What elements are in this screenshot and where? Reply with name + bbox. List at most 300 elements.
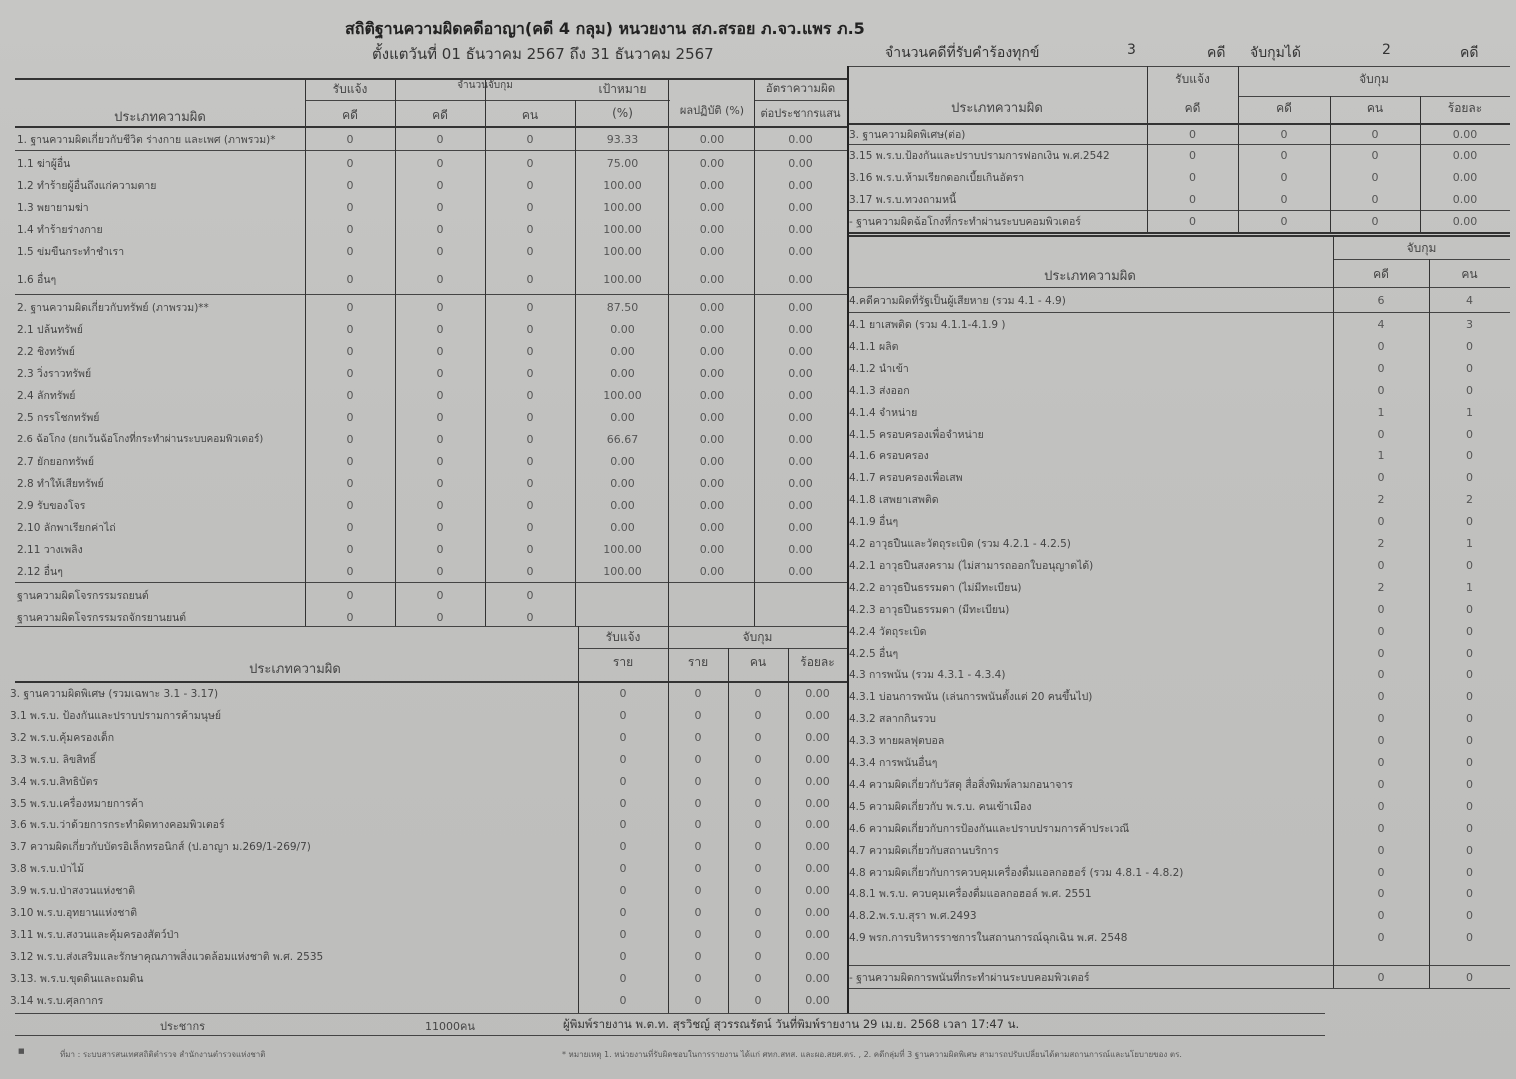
table-cell-reported: 0 <box>346 344 354 358</box>
table-row-label: 1.4 ทําร้ายร่างกาย <box>17 223 103 236</box>
table-cell-cases: 2 <box>1377 537 1385 550</box>
table-cell-items: 0 <box>694 818 702 832</box>
table-cell-perf: 0.00 <box>699 366 725 380</box>
table-cell-items: 0 <box>694 971 702 985</box>
table-column-divider <box>485 78 486 626</box>
table-cell-rate: 0.00 <box>788 498 813 512</box>
table3c-row-divider <box>847 210 1510 211</box>
table-cell-reported: 0 <box>619 884 627 898</box>
table-cell-persons: 0 <box>1466 756 1473 769</box>
table-cell-persons: 0 <box>526 244 534 258</box>
table-cell-persons: 3 <box>1466 318 1473 331</box>
table-column-divider <box>575 100 576 626</box>
table-cell-cases: 0 <box>1377 515 1385 529</box>
table-cell-persons: 0 <box>1466 602 1473 616</box>
table-column-divider <box>668 626 669 1013</box>
table-cell-reported: 0 <box>619 906 627 919</box>
table-row-label: 4.1.7 ครอบครองเพื่อเสพ <box>849 472 963 485</box>
table-cell-persons: 0 <box>526 588 534 602</box>
table-cell-rate: 0.00 <box>788 520 813 534</box>
table-cell-items: 0 <box>694 796 702 810</box>
table-cell-reported: 0 <box>346 156 354 170</box>
population-value: 11000คน <box>425 1020 475 1033</box>
table-cell-rate: 0.00 <box>788 156 813 170</box>
table-cell-rate <box>754 606 847 628</box>
table3c-bottom-border <box>847 232 1510 234</box>
table-cell-pct: 0.00 <box>805 927 830 941</box>
table-row-label: 3. ฐานความผิดพิเศษ (รวมเฉพาะ 3.1 - 3.17) <box>10 688 219 700</box>
table-column-divider <box>395 78 396 626</box>
table3-header-type: ประเภทความผิด <box>249 662 341 677</box>
table-cell-pct: 0.00 <box>1452 149 1478 162</box>
table-cell-target: 100.00 <box>603 542 642 556</box>
table-cell-pct: 0.00 <box>805 752 830 766</box>
table-cell-reported: 0 <box>346 432 354 446</box>
table-row-label: 4.1 ยาเสพติด (รวม 4.1.1-4.1.9 ) <box>849 319 1006 331</box>
table-cell-pct: 0.00 <box>1452 215 1478 228</box>
table-cell-persons: 1 <box>1466 405 1473 419</box>
table-cell-cases: 0 <box>436 244 444 258</box>
table-cell-cases: 0 <box>1377 646 1385 660</box>
table-cell-items: 0 <box>694 884 702 898</box>
table-cell-pct: 0.00 <box>805 818 830 832</box>
table-row-label: 3.14 พ.ร.บ.ศุลกากร <box>10 994 104 1007</box>
table4-header-type: ประเภทความผิด <box>1044 269 1136 284</box>
table-row-label: 4.8.2.พ.ร.บ.สุรา พ.ศ.2493 <box>849 910 977 923</box>
table-cell-cases: 4 <box>1377 318 1385 331</box>
table-cell-persons: 0 <box>1371 171 1379 184</box>
table-cell-cases: 0 <box>1377 383 1385 397</box>
table-cell-target: 0.00 <box>610 454 635 468</box>
table3c-header-case2: คดี <box>1276 101 1292 115</box>
table-cell-reported: 0 <box>346 410 354 424</box>
table-cell-target: 0.00 <box>610 366 635 380</box>
table-cell-cases: 0 <box>1280 128 1288 141</box>
table-column-divider <box>1238 66 1239 232</box>
table-cell-reported: 0 <box>346 300 354 314</box>
report-period: ตั้งแตวันที่ 01 ธันวาคม 2567 ถึง 31 ธันวาคม 2567 <box>372 45 714 63</box>
table-row-label: - ฐานความผิดการพนันที่กระทําผ่านระบบคอมพิวเตอร์ <box>849 972 1090 984</box>
table-row-label: 4.8.1 พ.ร.บ. ควบคุมเครื่องดื่มแอลกอฮอล์ พ.ศ. 2551 <box>849 888 1092 901</box>
table-row-label: 2.2 ชิงทรัพย์ <box>17 345 75 358</box>
footer-top-border <box>15 1013 1325 1014</box>
table-cell-perf: 0.00 <box>699 498 725 512</box>
table-cell-cases: 0 <box>1377 690 1385 704</box>
table-row-label: 2.5 กรรโชกทรัพย์ <box>17 411 100 424</box>
table-cell-items: 0 <box>694 730 702 744</box>
table-row-label: 4.1.6 ครอบครอง <box>849 450 929 463</box>
table-row-label: 4.3 การพนัน (รวม 4.3.1 - 4.3.4) <box>849 669 1006 682</box>
table-cell-rate: 0.00 <box>788 244 813 258</box>
table-cell-persons: 0 <box>1466 909 1473 923</box>
table-cell-perf <box>668 606 756 628</box>
table-cell-rate <box>754 584 847 606</box>
table-row-label: 4.8 ความผิดเกี่ยวกับการควบคุมเครื่องดื่มแอลกอฮอร์ (รวม 4.8.1 - 4.8.2) <box>849 866 1184 879</box>
table-cell-persons: 0 <box>754 708 762 722</box>
table-cell-cases: 0 <box>436 322 444 336</box>
bullet-icon: ■ <box>18 1047 25 1055</box>
table-row-label: 3.1 พ.ร.บ. ป้องกันและปราบปรามการค้ามนุษย์ <box>10 709 222 722</box>
table-cell-perf: 0.00 <box>699 178 725 192</box>
table-cell-persons: 0 <box>526 520 534 534</box>
table-cell-reported: 0 <box>346 388 354 402</box>
table-row-label: 4.1.2 นําเข้า <box>849 362 909 375</box>
table3c-header-case: คดี <box>1184 101 1201 115</box>
table3c-row-divider <box>847 144 1510 145</box>
table-row-label: 3.2 พ.ร.บ.คุ้มครองเด็ก <box>10 731 115 744</box>
table-row-label: 4.1.9 อื่นๆ <box>849 516 899 529</box>
table-cell-items: 0 <box>694 993 702 1007</box>
table-cell-cases: 2 <box>1377 580 1385 594</box>
table-row-label: 4.3.4 การพนันอื่นๆ <box>849 757 938 769</box>
table-column-divider <box>754 78 755 626</box>
table1-header-divider-2 <box>754 100 847 101</box>
table-cell-reported: 0 <box>346 272 354 286</box>
table-section-divider <box>847 66 849 1013</box>
table-cell-persons: 4 <box>1466 294 1473 307</box>
table4-header-arrested: จับกุม <box>1406 241 1437 255</box>
table-row-label: 4.2.1 อาวุธปืนสงคราม (ไม่สามารถออกใบอนุญาตได้) <box>849 559 1094 572</box>
table-row-label: 4.2.2 อาวุธปืนธรรมดา (ไม่มีทะเบียน) <box>849 581 1022 594</box>
table-cell-perf: 0.00 <box>699 388 725 402</box>
table-cell-reported: 0 <box>1189 149 1196 162</box>
table-cell-persons: 0 <box>1466 383 1473 397</box>
table-cell-rate: 0.00 <box>788 132 813 146</box>
table-cell-pct: 0.00 <box>1452 171 1478 184</box>
table-cell-cases: 0 <box>436 410 444 424</box>
table-cell-rate: 0.00 <box>788 222 813 236</box>
footer-bottom-border <box>15 1035 1325 1036</box>
table-cell-persons: 0 <box>1466 777 1473 791</box>
table-cell-reported: 0 <box>619 927 627 941</box>
table-row-label: 1. ฐานความผิดเกี่ยวกับชีวิต ร่างกาย และเพศ (ภาพรวม)* <box>17 133 276 146</box>
table-cell-persons: 0 <box>1466 427 1473 441</box>
table-cell-target: 66.67 <box>606 432 639 446</box>
table-row-label: 2.3 วิ่งราวทรัพย์ <box>17 367 92 380</box>
table1-header-performance: ผลปฏิบัติ (%) <box>679 104 745 117</box>
table-row-label: 4.4 ความผิดเกี่ยวกับวัสดุ สื่อสิ่งพิมพ์ลามกอนาจาร <box>849 778 1073 791</box>
table-cell-cases: 0 <box>436 498 444 512</box>
table-cell-reported: 0 <box>619 862 627 876</box>
table3-top-border <box>15 626 847 627</box>
table-cell-persons: 0 <box>1466 339 1473 353</box>
table1-row-divider <box>15 150 847 151</box>
table-cell-reported: 0 <box>346 588 354 602</box>
table-cell-cases: 0 <box>436 366 444 380</box>
table-cell-persons: 0 <box>526 222 534 236</box>
table-column-divider <box>668 78 669 626</box>
table-row-label: 3.8 พ.ร.บ.ป่าไม้ <box>10 863 85 876</box>
table-cell-cases: 0 <box>1377 668 1385 682</box>
table-row-label: 2.4 ลักทรัพย์ <box>17 389 76 402</box>
table-column-divider <box>788 648 789 1013</box>
table-cell-persons: 0 <box>1466 668 1473 682</box>
table-cell-cases: 0 <box>436 520 444 534</box>
table-cell-target: 0.00 <box>610 322 635 336</box>
table-cell-persons: 0 <box>526 156 534 170</box>
table-cell-cases: 0 <box>1377 777 1385 791</box>
table-row-label: 2.6 ฉ้อโกง (ยกเว้นฉ้อโกงที่กระทําผ่านระบบคอมพิวเตอร์) <box>17 433 264 445</box>
table-row-label: 4.1.4 จําหน่าย <box>849 406 918 419</box>
table-cell-reported: 0 <box>346 476 354 490</box>
table-cell-rate: 0.00 <box>788 344 813 358</box>
table-cell-rate: 0.00 <box>788 272 813 286</box>
table-row-label: 4.1.1 ผลิต <box>849 340 899 353</box>
table-cell-persons: 0 <box>526 300 534 314</box>
table-cell-perf: 0.00 <box>699 454 725 468</box>
table-cell-cases: 0 <box>1377 624 1385 638</box>
table-cell-perf: 0.00 <box>699 300 725 314</box>
source-note: ที่มา : ระบบสารสนเทศสถิติตํารวจ สํานักงานตํารวจแห่งชาติ <box>60 1050 266 1059</box>
table-row-label: 2.1 ปล้นทรัพย์ <box>17 323 83 336</box>
table-cell-cases: 0 <box>1377 602 1385 616</box>
table-cell-reported: 0 <box>346 178 354 192</box>
table4-bottom-border <box>847 988 1510 989</box>
table-row-label: 2.7 ยักยอกทรัพย์ <box>17 455 94 468</box>
table-cell-cases: 0 <box>1377 821 1385 835</box>
table-cell-pct: 0.00 <box>805 796 830 810</box>
table-cell-target: 0.00 <box>610 498 635 512</box>
table-row-label: 4.3.3 ทายผลฟุตบอล <box>849 735 945 748</box>
table-cell-perf: 0.00 <box>699 322 725 336</box>
table3c-top-border <box>847 66 1510 67</box>
table3-header-arrested: จับกุม <box>742 630 773 644</box>
table-row-label: 2.8 ทําให้เสียทรัพย์ <box>17 477 104 490</box>
table-cell-rate: 0.00 <box>788 410 813 424</box>
table-column-divider <box>1330 96 1331 232</box>
table-cell-rate: 0.00 <box>788 476 813 490</box>
table-cell-persons: 0 <box>1371 193 1379 206</box>
table-cell-reported: 0 <box>346 454 354 468</box>
arrested-unit: คดี <box>1460 45 1479 61</box>
table-cell-persons: 0 <box>1466 646 1473 660</box>
table-cell-target: 0.00 <box>610 520 635 534</box>
table-cell-persons: 0 <box>754 840 762 854</box>
arrested-label: จับกุมได้ <box>1250 45 1301 61</box>
table-cell-persons: 0 <box>526 454 534 468</box>
table-cell-pct: 0.00 <box>1452 193 1478 206</box>
table-row-label: 1.3 พยายามฆ่า <box>17 201 89 214</box>
table-cell-perf: 0.00 <box>699 432 725 446</box>
table-column-divider <box>305 78 306 626</box>
table1-header-reported: รับแจ้ง <box>332 82 368 96</box>
table-row-label: 3.12 พ.ร.บ.ส่งเสริมและรักษาคุณภาพสิ่งแวดล้อมแห่งชาติ พ.ศ. 2535 <box>10 950 324 963</box>
table-cell-reported: 0 <box>346 610 354 624</box>
table-cell-persons: 0 <box>1466 515 1473 529</box>
table-row-label: 1.6 อื่นๆ <box>17 273 57 286</box>
table-row-label: 3.5 พ.ร.บ.เครื่องหมายการค้า <box>10 797 144 810</box>
table-row-label: 1.2 ทําร้ายผู้อื่นถึงแก่ความตาย <box>17 179 157 192</box>
table-cell-pct: 0.00 <box>805 862 830 876</box>
table-cell-persons: 0 <box>1466 471 1473 485</box>
table-cell-persons: 0 <box>754 818 762 832</box>
table-cell-cases: 0 <box>436 344 444 358</box>
table-cell-items: 0 <box>694 708 702 722</box>
table-cell-persons: 0 <box>526 366 534 380</box>
table-cell-persons: 0 <box>526 498 534 512</box>
table-cell-persons: 0 <box>754 796 762 810</box>
table-cell-persons: 0 <box>754 971 762 985</box>
table-cell-target: 100.00 <box>603 244 642 258</box>
table-row-label: 4.1.8 เสพยาเสพติด <box>849 494 939 507</box>
table-cell-cases: 0 <box>1280 171 1288 184</box>
table-cell-cases: 0 <box>1377 471 1385 485</box>
table3-header-item: ราย <box>612 655 634 669</box>
table-cell-cases: 0 <box>436 564 444 578</box>
table-row-label: 2. ฐานความผิดเกี่ยวกับทรัพย์ (ภาพรวม)** <box>17 301 209 314</box>
table-cell-target: 100.00 <box>603 272 642 286</box>
table-cell-cases: 0 <box>1280 215 1288 228</box>
table-cell-persons: 0 <box>754 927 762 941</box>
table-cell-reported: 0 <box>346 520 354 534</box>
table-cell-rate: 0.00 <box>788 388 813 402</box>
table-cell-reported: 0 <box>619 752 627 766</box>
table3c-header-arrested: จับกุม <box>1359 72 1389 86</box>
table-cell-persons: 0 <box>526 432 534 446</box>
table-cell-perf: 0.00 <box>699 272 725 286</box>
table3-header-item2: ราย <box>687 655 709 669</box>
table-cell-persons: 0 <box>1466 624 1473 638</box>
table-cell-persons: 0 <box>526 322 534 336</box>
table-cell-cases: 0 <box>436 476 444 490</box>
table-cell-reported: 0 <box>619 818 627 832</box>
table1-header-percent: (%) <box>612 106 633 120</box>
table-cell-cases: 0 <box>436 272 444 286</box>
table-cell-pct: 0.00 <box>805 730 830 744</box>
table-cell-target <box>575 606 670 628</box>
complaints-value: 3 <box>1127 42 1136 58</box>
table-cell-pct: 0.00 <box>805 840 830 854</box>
table-row-label: 4.1.3 ส่งออก <box>849 384 910 397</box>
table-cell-persons: 0 <box>526 610 534 624</box>
table-cell-cases: 0 <box>1377 971 1385 984</box>
table-cell-cases: 0 <box>436 132 444 146</box>
table4-top-border <box>847 235 1510 237</box>
table3c-header-divider <box>1238 96 1510 97</box>
table-row-label: 4.2.3 อาวุธปืนธรรมดา (มีทะเบียน) <box>849 603 1010 616</box>
table-cell-rate: 0.00 <box>788 454 813 468</box>
table-cell-reported: 0 <box>619 708 627 722</box>
table-cell-pct: 0.00 <box>1452 128 1478 141</box>
table-cell-cases: 0 <box>436 588 444 602</box>
table-cell-cases: 0 <box>436 542 444 556</box>
table-row-label: 1.5 ข่มขืนกระทําชําเรา <box>17 245 125 258</box>
table-column-divider <box>1147 66 1148 232</box>
table-cell-perf: 0.00 <box>699 410 725 424</box>
table-cell-pct: 0.00 <box>805 687 830 700</box>
table-cell-persons: 0 <box>1466 799 1473 813</box>
table-row-label: 3.9 พ.ร.บ.ป่าสงวนแห่งชาติ <box>10 885 136 898</box>
table3-header-person: คน <box>749 655 767 669</box>
table-cell-pct: 0.00 <box>805 993 830 1007</box>
table-cell-target: 100.00 <box>603 200 642 214</box>
table-cell-persons: 0 <box>526 476 534 490</box>
table-cell-persons: 0 <box>754 774 762 788</box>
table-cell-target: 87.50 <box>606 300 639 314</box>
table-cell-persons: 0 <box>1466 361 1473 375</box>
table-row-label: 3.4 พ.ร.บ.สิทธิบัตร <box>10 775 99 788</box>
table-cell-cases: 0 <box>1377 361 1385 375</box>
table-cell-cases: 0 <box>1377 427 1385 441</box>
table3c-header-type: ประเภทความผิด <box>951 101 1043 116</box>
table-cell-reported: 0 <box>1189 193 1196 206</box>
table-row-label: 1.1 ฆ่าผู้อื่น <box>17 157 71 170</box>
table-row-label: 2.9 รับของโจร <box>17 499 86 512</box>
table-cell-items: 0 <box>694 774 702 788</box>
table-cell-items: 0 <box>694 927 702 941</box>
table-cell-reported: 0 <box>619 949 627 963</box>
table-cell-cases: 2 <box>1377 493 1385 507</box>
table-row-label: 4.2 อาวุธปืนและวัตถุระเบิด (รวม 4.2.1 - 4.2.5) <box>849 538 1071 550</box>
table1-row-divider <box>15 582 847 583</box>
table-row-label: ฐานความผิดโจรกรรมรถยนต์ <box>17 589 149 602</box>
table-cell-target: 100.00 <box>603 564 642 578</box>
table-cell-persons: 0 <box>1466 712 1473 726</box>
table-cell-cases: 0 <box>436 610 444 624</box>
table-cell-persons: 0 <box>526 132 534 146</box>
table-cell-reported: 0 <box>619 840 627 854</box>
table-row-label: 3.10 พ.ร.บ.อุทยานแห่งชาติ <box>10 907 138 919</box>
table-cell-cases: 0 <box>1377 931 1385 945</box>
table-row-label: 4.9 พรก.การบริหารราชการในสถานการณ์ฉุกเฉิน พ.ศ. 2548 <box>849 932 1128 945</box>
table-cell-persons: 0 <box>526 272 534 286</box>
table-cell-perf: 0.00 <box>699 200 725 214</box>
table-cell-perf <box>668 584 756 606</box>
table-row-label: 4.5 ความผิดเกี่ยวกับ พ.ร.บ. คนเข้าเมือง <box>849 800 1032 813</box>
table-column-divider <box>728 648 729 1013</box>
table4-header-case: คดี <box>1373 267 1389 281</box>
table3c-header-percent: ร้อยละ <box>1447 101 1483 115</box>
table-cell-pct: 0.00 <box>805 971 830 985</box>
table-cell-persons: 0 <box>526 178 534 192</box>
table-cell-target: 100.00 <box>603 222 642 236</box>
table1-header-case: คดี <box>342 108 358 122</box>
table-cell-target: 0.00 <box>610 476 635 490</box>
table-cell-cases: 0 <box>436 454 444 468</box>
table3-header-reported: รับแจ้ง <box>605 630 641 644</box>
table-cell-persons: 0 <box>1466 887 1473 901</box>
table-cell-cases: 1 <box>1377 449 1385 463</box>
table-cell-pct: 0.00 <box>805 708 830 722</box>
table4-row-divider <box>847 965 1510 966</box>
table-cell-rate: 0.00 <box>788 542 813 556</box>
table-cell-rate: 0.00 <box>788 432 813 446</box>
table-row-label: 2.10 ลักพาเรียกค่าไถ่ <box>17 521 116 534</box>
table-cell-items: 0 <box>694 687 702 700</box>
table-cell-reported: 0 <box>619 993 627 1007</box>
table-cell-reported: 0 <box>346 322 354 336</box>
table-cell-reported: 0 <box>346 222 354 236</box>
table-cell-perf: 0.00 <box>699 542 725 556</box>
table-cell-target: 0.00 <box>610 410 635 424</box>
table-cell-reported: 0 <box>346 498 354 512</box>
table-cell-target: 100.00 <box>603 178 642 192</box>
table-row-label: 2.12 อื่นๆ <box>17 565 63 578</box>
table-cell-rate: 0.00 <box>788 300 813 314</box>
table-cell-cases: 0 <box>1280 149 1288 162</box>
table-cell-persons: 0 <box>754 687 762 700</box>
table-cell-persons: 0 <box>1466 821 1473 835</box>
table-row-label: 3.13. พ.ร.บ.ขุดดินและถมดิน <box>10 972 144 985</box>
table-cell-persons: 0 <box>526 388 534 402</box>
table1-header-type: ประเภทความผิด <box>114 110 206 125</box>
table-row-label: 3.15 พ.ร.บ.ป้องกันและปราบปรามการฟอกเงิน พ.ศ.2542 <box>849 150 1110 162</box>
table-cell-cases: 0 <box>1377 909 1385 923</box>
table-cell-cases: 0 <box>1377 799 1385 813</box>
table-cell-persons: 0 <box>1466 931 1473 945</box>
table-cell-reported: 0 <box>619 796 627 810</box>
table-row-label: 4.3.2 สลากกินรวบ <box>849 713 936 726</box>
